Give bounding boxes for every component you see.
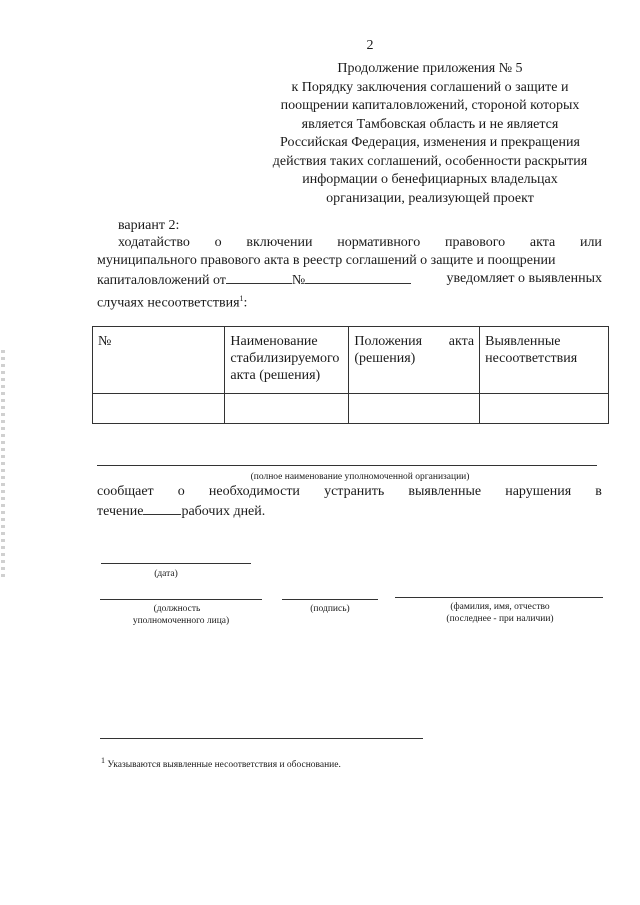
discrepancies-table [92,326,609,424]
date-blank [226,270,292,284]
table-cell [93,394,225,424]
date-caption: (дата) [154,569,178,579]
binding-margin-mark [1,350,5,580]
header-cell-number: № [93,327,225,394]
intro-paragraph [97,234,602,313]
signature-caption: (подпись) [310,604,350,614]
position-caption: (должность уполномоченного лица) [132,604,230,626]
header-line: Продолжение приложения № 5 [337,61,523,76]
footnote-ref: 1 [239,294,244,303]
header-line: действия таких соглашений, особенности раскрытия [272,153,588,169]
header-cell-provisions: Положения акта (решения) [349,327,480,394]
intro-line-2: муниципального правового акта в реестр соглашений о защите и поощрении [97,253,556,268]
intro-line-3: капиталовложений от № уведомляет о выявленных [97,271,602,288]
signature-line [282,599,378,600]
header-cell-discrepancies: Выявленные несоответствия [480,327,609,394]
intro-line-4: случаях несоответствия$^1$: [97,294,248,311]
variant-label: вариант 2: [118,218,180,233]
header-line: является Тамбовская область и не является [301,116,559,132]
date-line [101,563,251,564]
days-blank [143,501,181,515]
header-line: организации, реализующей проект [326,190,534,206]
table-row [93,394,609,424]
full-name-line [395,597,603,598]
table-header-row [93,327,609,394]
notice-line-1: сообщает о необходимости устранить выявленные нарушения в [97,484,602,499]
table-cell [225,394,349,424]
position-line [100,599,262,600]
full-name-caption: (фамилия, имя, отчество (последнее - при наличии) [446,602,554,624]
page-number: 2 [366,38,374,53]
organization-line [97,465,597,466]
header-cell-act-name: Наименование стабилизируемого акта (решения) [225,327,349,394]
notice-line-2: течение рабочих дней. [97,501,602,521]
notice-paragraph [97,483,602,521]
header-line: поощрении капиталовложений, стороной которых [280,98,580,113]
footnote-mark: 1 [101,756,105,765]
number-blank [305,270,411,284]
appendix-header [250,60,610,208]
organization-caption: (полное наименование уполномоченной организации) [250,472,470,482]
table-cell [480,394,609,424]
header-line: информации о бенефициарных владельцах [302,172,558,187]
header-line: к Порядку заключения соглашений о защите и [291,79,569,95]
table-cell [349,394,480,424]
footnote [101,756,341,770]
footnote-text: Указываются выявленные несоответствия и обоснование. [107,760,341,771]
footnote-separator [100,738,423,739]
header-line: Российская Федерация, изменения и прекращения [280,135,580,150]
intro-line-1: ходатайство о включении нормативного правового акта или [118,235,602,250]
